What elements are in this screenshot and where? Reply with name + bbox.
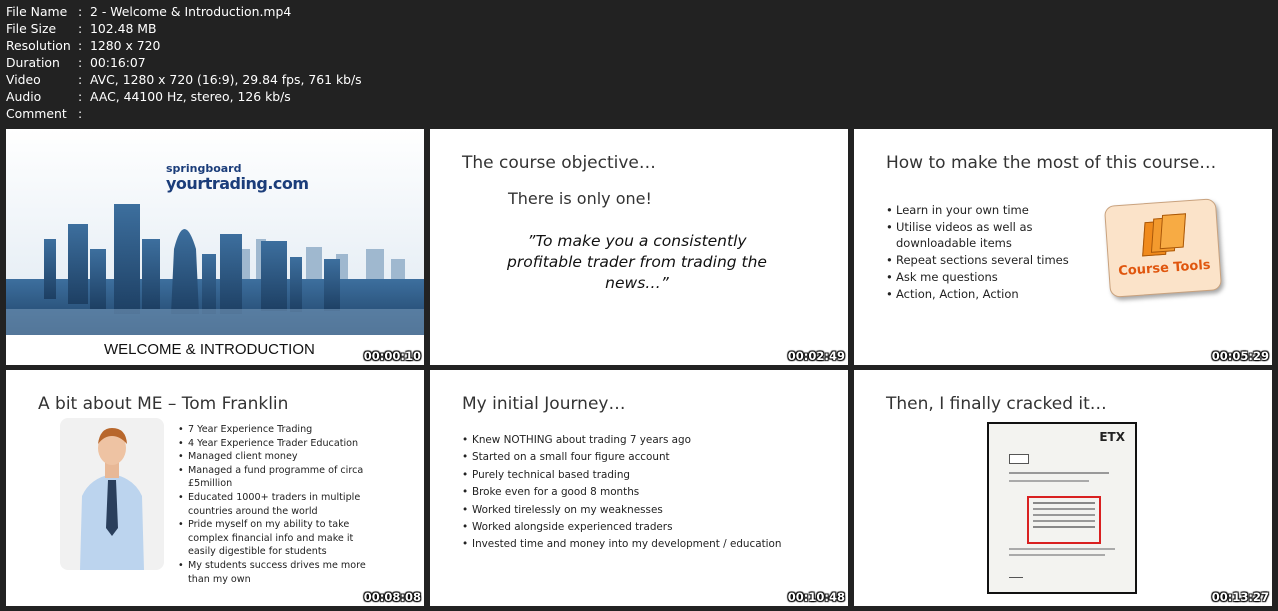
thumbnail-course-tips[interactable] bbox=[854, 129, 1272, 365]
file-info-row bbox=[6, 37, 362, 54]
file-info-panel bbox=[6, 3, 362, 122]
file-info-separator: : bbox=[78, 55, 83, 70]
file-info-key: Comment bbox=[6, 106, 67, 121]
about-me-list bbox=[178, 423, 368, 586]
slide-subtitle: There is only one! bbox=[508, 189, 652, 208]
file-info-key: Duration bbox=[6, 55, 60, 70]
file-info-value: AVC, 1280 x 720 (16:9), 29.84 fps, 761 kb/s bbox=[90, 72, 362, 87]
file-info-value: AAC, 44100 Hz, stereo, 126 kb/s bbox=[90, 89, 291, 104]
bullet-item: • Started on a small four figure account bbox=[462, 449, 832, 466]
file-info-separator: : bbox=[78, 38, 83, 53]
bullet-item: • Managed client money bbox=[178, 450, 368, 464]
timestamp: 00:10:48 bbox=[787, 590, 845, 604]
file-info-key: File Name bbox=[6, 4, 68, 19]
thumbnail-about-me[interactable] bbox=[6, 370, 424, 606]
bullet-item: • My students success drives me more than my own bbox=[178, 559, 368, 586]
file-info-row bbox=[6, 88, 362, 105]
bullet-item: • Worked tirelessly on my weaknesses bbox=[462, 502, 832, 519]
slide-title: How to make the most of this course… bbox=[886, 153, 1217, 173]
file-info-key: Audio bbox=[6, 89, 42, 104]
highlighted-table bbox=[1027, 496, 1101, 544]
etx-logo: ETX bbox=[1099, 430, 1125, 444]
file-info-separator: : bbox=[78, 89, 83, 104]
bullet-item: • Utilise videos as well as downloadable items bbox=[886, 219, 1086, 252]
slide-title: A bit about ME – Tom Franklin bbox=[38, 394, 289, 414]
timestamp: 00:02:49 bbox=[787, 349, 845, 363]
bullet-item: • 4 Year Experience Trader Education bbox=[178, 437, 368, 451]
bullet-item: • Action, Action, Action bbox=[886, 286, 1086, 303]
file-info-value: 1280 x 720 bbox=[90, 38, 161, 53]
bullet-item: • Worked alongside experienced traders bbox=[462, 519, 832, 536]
bullet-item: • Educated 1000+ traders in multiple countries around the world bbox=[178, 491, 368, 518]
thumbnail-cracked-it[interactable] bbox=[854, 370, 1272, 606]
file-info-separator: : bbox=[78, 72, 83, 87]
file-info-row bbox=[6, 3, 362, 20]
file-info-value: 2 - Welcome & Introduction.mp4 bbox=[90, 4, 292, 19]
welcome-caption: WELCOME & INTRODUCTION bbox=[104, 341, 315, 358]
file-info-value: 00:16:07 bbox=[90, 55, 146, 70]
folders-icon bbox=[1142, 214, 1185, 257]
bullet-item: • Managed a fund programme of circa £5million bbox=[178, 464, 368, 491]
file-info-row bbox=[6, 105, 362, 122]
bullet-item: • 7 Year Experience Trading bbox=[178, 423, 368, 437]
file-info-key: Resolution bbox=[6, 38, 71, 53]
file-info-separator: : bbox=[78, 4, 83, 19]
journey-list bbox=[462, 432, 832, 554]
bullet-item: • Ask me questions bbox=[886, 269, 1086, 286]
timestamp: 00:05:29 bbox=[1211, 349, 1269, 363]
bullet-item: • Pride myself on my ability to take complex financial info and make it easily digestible for students bbox=[178, 518, 368, 559]
bullet-item: • Repeat sections several times bbox=[886, 252, 1086, 269]
tips-list bbox=[886, 202, 1086, 302]
file-info-row bbox=[6, 71, 362, 88]
bullet-item: • Learn in your own time bbox=[886, 202, 1086, 219]
presenter-photo bbox=[60, 418, 164, 570]
slide-title: The course objective… bbox=[462, 153, 656, 173]
timestamp: 00:08:08 bbox=[363, 590, 421, 604]
thumbnail-course-objective[interactable] bbox=[430, 129, 848, 365]
file-info-separator: : bbox=[78, 21, 83, 36]
file-info-row bbox=[6, 20, 362, 37]
file-info-key: Video bbox=[6, 72, 41, 87]
bullet-item: • Broke even for a good 8 months bbox=[462, 484, 832, 501]
timestamp: 00:13:27 bbox=[1211, 590, 1269, 604]
file-info-key: File Size bbox=[6, 21, 57, 36]
account-statement-document bbox=[987, 422, 1137, 594]
file-info-value: 102.48 MB bbox=[90, 21, 157, 36]
bullet-item: • Purely technical based trading bbox=[462, 467, 832, 484]
slide-title: Then, I finally cracked it… bbox=[886, 394, 1107, 414]
city-skyline-image bbox=[6, 129, 424, 335]
file-info-row bbox=[6, 54, 362, 71]
file-info-separator: : bbox=[78, 106, 83, 121]
timestamp: 00:00:10 bbox=[363, 349, 421, 363]
thumbnail-welcome[interactable] bbox=[6, 129, 424, 365]
bullet-item: • Knew NOTHING about trading 7 years ago bbox=[462, 432, 832, 449]
objective-quote: ”To make you a consistently profitable trader from trading the news…” bbox=[507, 232, 767, 292]
slide-title: My initial Journey… bbox=[462, 394, 626, 414]
thumbnail-initial-journey[interactable] bbox=[430, 370, 848, 606]
bullet-item: • Invested time and money into my development / education bbox=[462, 536, 832, 553]
brand-logo: springboard yourtrading.com bbox=[166, 162, 309, 193]
course-tools-badge: Course Tools bbox=[1104, 198, 1222, 298]
